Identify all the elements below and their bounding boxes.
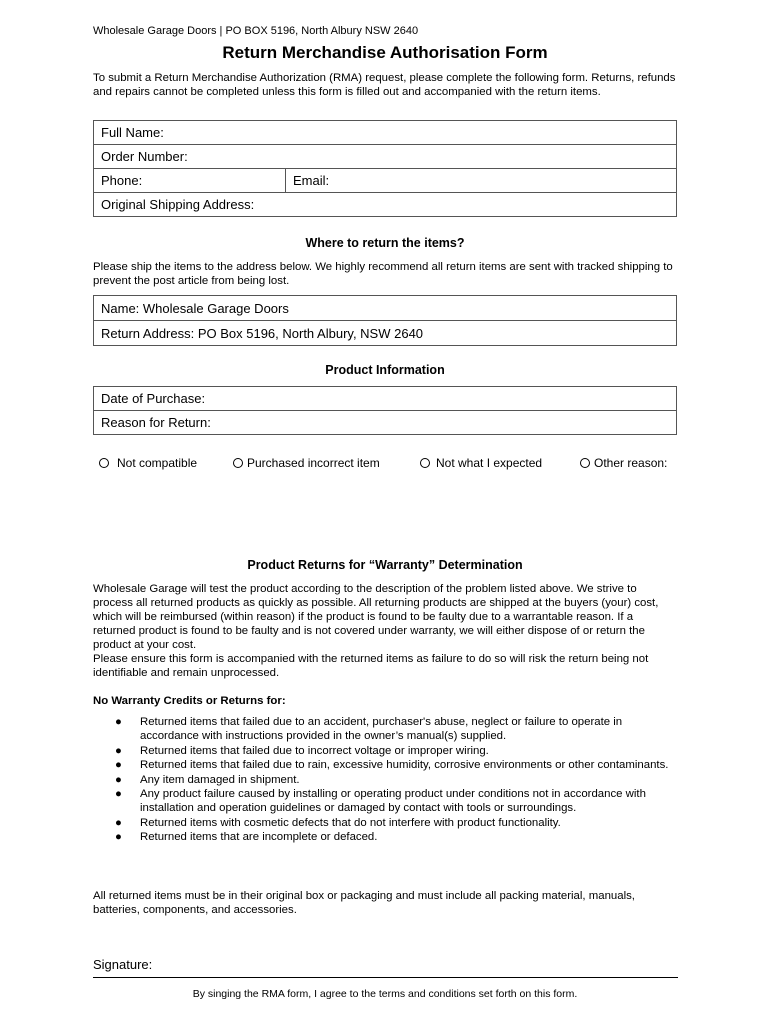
- shipping-address-field[interactable]: Original Shipping Address:: [94, 193, 677, 217]
- signature-line[interactable]: [93, 977, 678, 978]
- warranty-heading: Product Returns for “Warranty” Determination: [247, 558, 523, 572]
- packaging-note: All returned items must be in their original box or packaging and must include all packing material, manuals, batteries, components, and accessories.: [93, 890, 635, 916]
- bullet-icon: ●: [115, 744, 122, 757]
- bullet-icon: ●: [115, 831, 122, 844]
- list-item: ● Returned items that failed due to an accident, purchaser's abuse, neglect or failure to operate in accordance with instructions provided in the owner’s manual(s) supplied.: [115, 716, 623, 743]
- bullet-icon: ●: [115, 759, 122, 772]
- reason-option-other[interactable]: Other reason:: [580, 456, 667, 470]
- customer-details-table: [93, 120, 677, 217]
- phone-field[interactable]: Phone:: [94, 169, 286, 193]
- list-item: ● Returned items that failed due to incorrect voltage or improper wiring.: [115, 744, 489, 757]
- return-name: Name: Wholesale Garage Doors: [94, 296, 677, 321]
- no-warranty-list: [93, 715, 678, 845]
- radio-icon[interactable]: [420, 458, 430, 468]
- bullet-icon: ●: [115, 716, 122, 728]
- full-name-field[interactable]: Full Name:: [94, 121, 677, 145]
- signature-label: Signature:: [93, 957, 153, 972]
- list-item: ● Any product failure caused by installing or operating product under conditions not in accordance with installation and operation guidelines or damaged by contact with tools or surroundings.: [115, 788, 646, 815]
- reason-for-return-cell: [94, 411, 677, 470]
- radio-icon[interactable]: [233, 458, 243, 468]
- product-info-heading: Product Information: [325, 363, 445, 377]
- list-item: ● Returned items that are incomplete or defaced.: [115, 831, 378, 844]
- return-heading: Where to return the items?: [305, 236, 465, 250]
- bullet-icon: ●: [115, 773, 122, 786]
- return-address: Return Address: PO Box 5196, North Albury, NSW 2640: [94, 321, 677, 346]
- reason-label: Reason for Return:: [101, 415, 211, 430]
- date-of-purchase-field[interactable]: Date of Purchase:: [94, 387, 677, 411]
- product-info-table: [93, 386, 677, 470]
- no-warranty-heading: No Warranty Credits or Returns for:: [93, 695, 286, 707]
- form-title: Return Merchandise Authorisation Form: [222, 43, 548, 62]
- list-item: ● Returned items that failed due to rain, excessive humidity, corrosive environments or other contaminants.: [115, 759, 669, 772]
- warranty-paragraph: Wholesale Garage will test the product according to the description of the problem listed above. We strive to process all returned products as quickly as possible. All returning products are shipped at the buyers (your) cost, which will be reimbursed (within reason) if the product is found to be faulty due to a warrantable reason. If a returned product is found to be faulty and is not covered under warranty, we will either dispose of or return the product at your cost.: [93, 583, 659, 651]
- signature-footer: By singing the RMA form, I agree to the terms and conditions set forth on this form.: [192, 988, 578, 1000]
- bullet-icon: ●: [115, 788, 122, 801]
- radio-icon[interactable]: [99, 458, 109, 468]
- company-header: Wholesale Garage Doors | PO BOX 5196, North Albury NSW 2640: [93, 25, 419, 37]
- bullet-icon: ●: [115, 816, 122, 829]
- reason-option-purchased-incorrect[interactable]: Purchased incorrect item: [233, 456, 380, 470]
- list-item: ● Any item damaged in shipment.: [115, 773, 300, 786]
- reason-option-not-expected[interactable]: Not what I expected: [420, 456, 542, 470]
- order-number-field[interactable]: Order Number:: [94, 145, 677, 169]
- return-address-table: [93, 295, 677, 346]
- reason-option-not-compatible[interactable]: Not compatible: [99, 456, 197, 470]
- email-field[interactable]: Email:: [286, 169, 677, 193]
- intro-text: To submit a Return Merchandise Authorization (RMA) request, please complete the following form. Returns, refunds and repairs cannot be completed unless this form is filled out and accompanied with the return items.: [93, 72, 676, 98]
- list-item: ● Returned items with cosmetic defects that do not interfere with product functionality.: [115, 816, 561, 829]
- radio-icon[interactable]: [580, 458, 590, 468]
- return-instructions: Please ship the items to the address below. We highly recommend all return items are sent with tracked shipping to prevent the post article from being lost.: [93, 261, 673, 287]
- warranty-note: Please ensure this form is accompanied with the returned items as failure to do so will risk the return being not identifiable and remain unprocessed.: [93, 653, 649, 679]
